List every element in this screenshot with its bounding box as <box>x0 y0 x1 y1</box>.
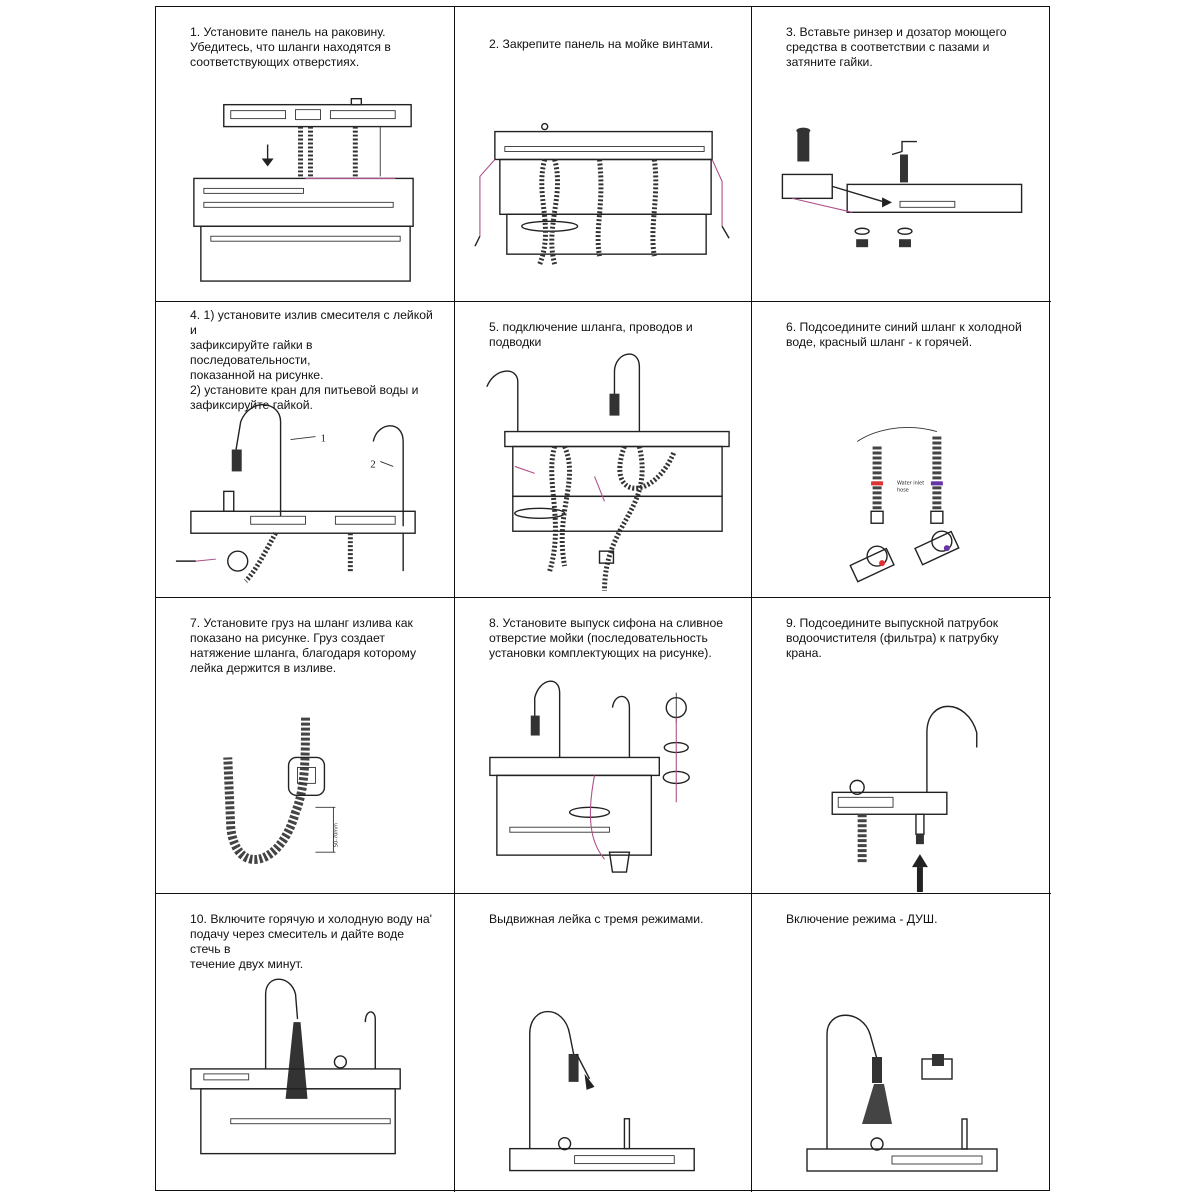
step-9-caption: 9. Подсоедините выпускной патрубок водоочистителя (фильтра) к патрубку крана. <box>786 616 999 660</box>
step-8-panel <box>455 598 752 894</box>
step-4-panel <box>156 302 455 598</box>
step-4-caption: 4. 1) установите излив смесителя с лейкой и зафиксируйте гайки в последовательности, показанной на рисунке. 2) установите кран для питьевой воды и зафиксируйте гайкой. <box>190 308 433 412</box>
step-6-caption: 6. Подсоедините синий шланг к холодной воде, красный шланг - к горячей. <box>786 320 1022 349</box>
step-2-caption: 2. Закрепите панель на мойке винтами. <box>489 37 714 51</box>
step-6-panel <box>752 302 1051 598</box>
step-7-illustration <box>156 598 454 893</box>
step-5-caption: 5. подключение шланга, проводов и подводки <box>489 320 693 349</box>
step-11-caption: Выдвижная лейка с тремя режимами. <box>489 912 704 926</box>
step-6-illustration <box>752 302 1051 597</box>
step-9-illustration <box>752 598 1051 893</box>
step-10-panel <box>156 894 455 1192</box>
step-1-illustration <box>156 7 454 301</box>
step-8-caption: 8. Установите выпуск сифона на сливное отверстие мойки (последовательность установки комплектующих на рисунке). <box>489 616 724 660</box>
step-7-caption: 7. Установите груз на шланг излива как показано на рисунке. Груз создает натяжение шланга, благодаря которому лейка держится в изливе. <box>190 616 417 675</box>
part-1-label: 1 <box>320 432 326 445</box>
part-2-label: 2 <box>370 458 376 471</box>
step-12-illustration <box>752 894 1051 1192</box>
step-5-illustration <box>455 302 751 597</box>
step-9-panel <box>752 598 1051 894</box>
step-11-panel <box>455 894 752 1192</box>
step-12-panel <box>752 894 1051 1192</box>
step-3-illustration <box>752 7 1051 301</box>
step-2-illustration <box>455 7 751 301</box>
step-4-illustration <box>156 302 454 597</box>
hose-label: hose <box>897 487 909 494</box>
step-12-caption: Включение режима - ДУШ. <box>786 912 938 926</box>
step-10-illustration <box>156 894 454 1192</box>
instruction-grid <box>155 6 1050 1191</box>
water-inlet-label: Water inlet <box>897 480 925 487</box>
step-7-panel <box>156 598 455 894</box>
step-10-caption: 10. Включите горячую и холодную воду на' подачу через смеситель и дайте воде стечь в течение двух минут. <box>190 912 432 971</box>
step-1-caption: 1. Установите панель на раковину. Убедитесь, что шланги находятся в соответствующих отверстиях. <box>190 25 391 69</box>
step-3-caption: 3. Вставьте ринзер и дозатор моющего средства в соответствии с пазами и затяните гайки. <box>786 25 1007 69</box>
step-2-panel <box>455 7 752 302</box>
dimension-label: 50-70mm <box>333 823 340 848</box>
step-8-illustration <box>455 598 751 893</box>
step-5-panel <box>455 302 752 598</box>
step-1-panel <box>156 7 455 302</box>
step-11-illustration <box>455 894 751 1192</box>
step-3-panel <box>752 7 1051 302</box>
